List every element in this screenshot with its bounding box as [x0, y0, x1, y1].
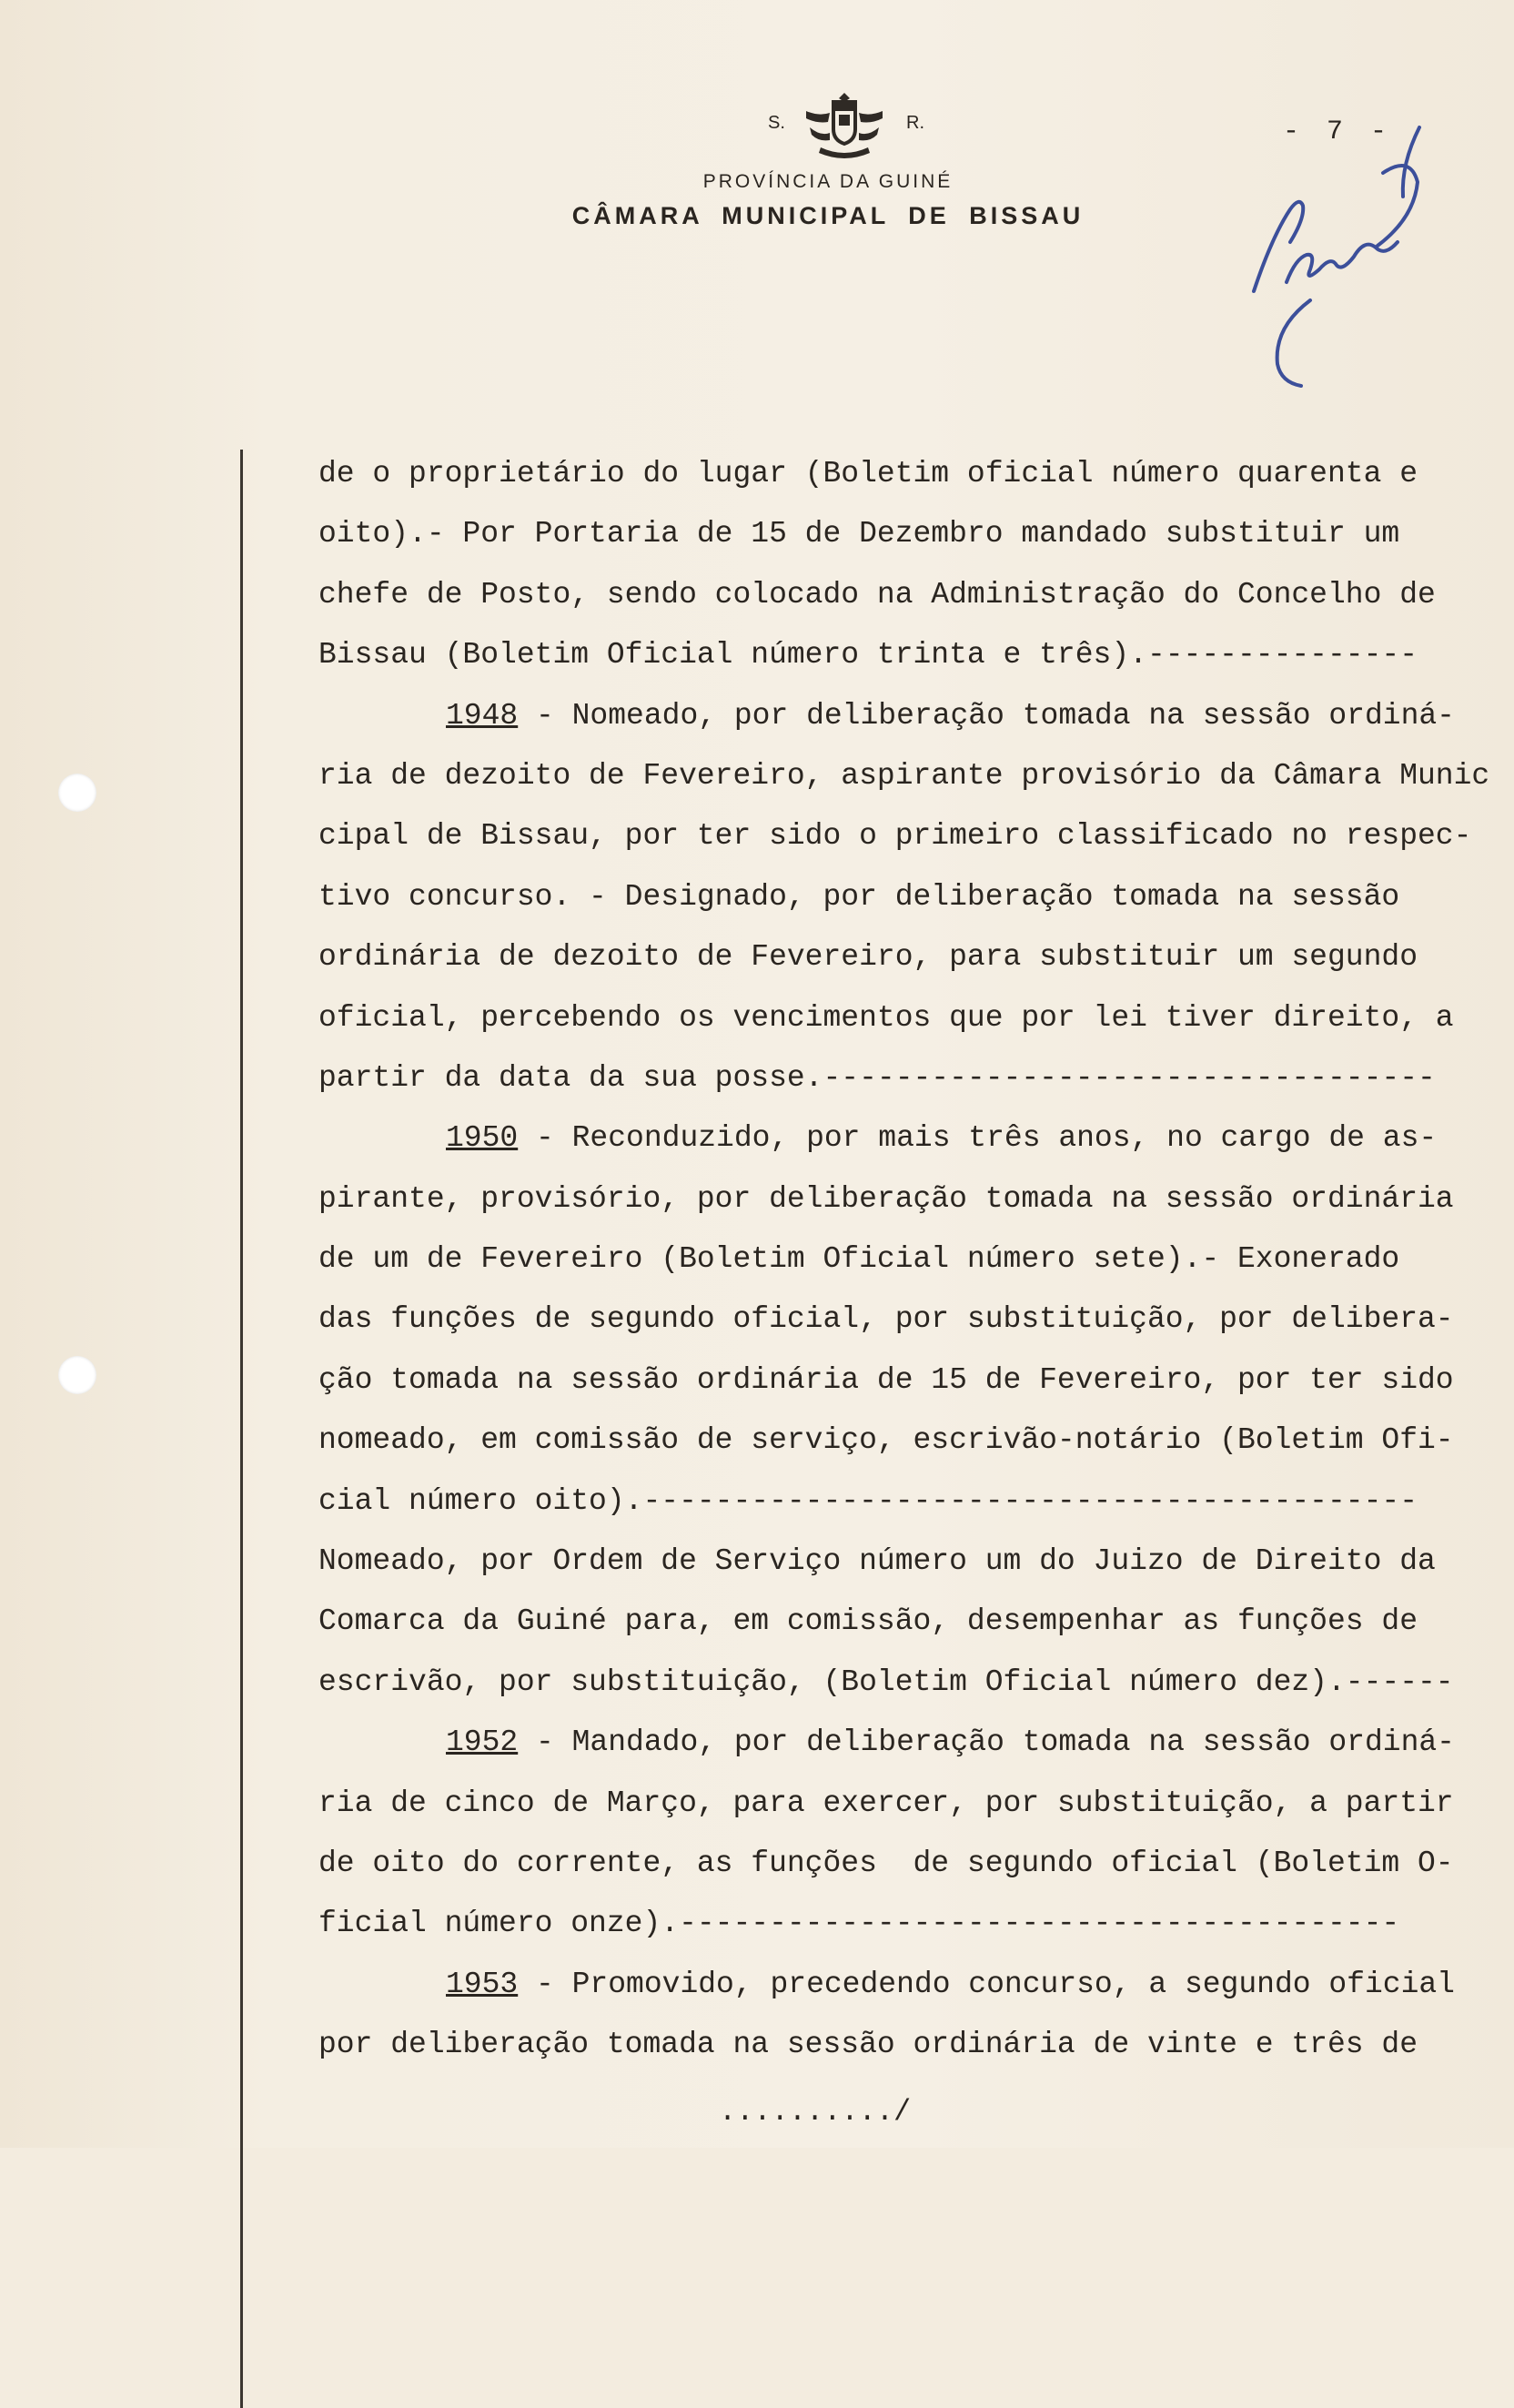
line-text: - Mandado, por deliberação tomada na sessão ordiná- [518, 1725, 1455, 1760]
line-text: Nomeado, por Ordem de Serviço número um do Juizo de Direito da [318, 1544, 1436, 1579]
text-line [318, 1774, 1501, 1834]
line-text: partir da data da sua posse.---------------------------------- [318, 1060, 1436, 1095]
line-text: - Promovido, precedendo concurso, a segundo oficial [518, 1967, 1455, 2001]
punch-hole-bottom [58, 1356, 96, 1394]
continuation-marker: ........../ [719, 2095, 912, 2129]
text-line [318, 565, 1501, 625]
text-line [318, 1955, 1501, 2015]
text-line [318, 1894, 1501, 1954]
text-line [318, 2015, 1501, 2075]
letterhead-right-letter: R. [906, 113, 924, 133]
line-text: das funções de segundo oficial, por substituição, por delibera- [318, 1302, 1454, 1337]
text-line [318, 1653, 1501, 1713]
line-text: de o proprietário do lugar (Boletim oficial número quarenta e [318, 457, 1418, 491]
text-line [318, 746, 1501, 806]
text-line [318, 1169, 1501, 1229]
line-text: Comarca da Guiné para, em comissão, desempenhar as funções de [318, 1604, 1418, 1639]
council-name: CÂMARA MUNICIPAL DE BISSAU [571, 202, 1085, 229]
text-line [318, 988, 1501, 1048]
line-text: ria de cinco de Março, para exercer, por substituição, a partir [318, 1786, 1454, 1820]
line-text: chefe de Posto, sendo colocado na Administração do Concelho de [318, 577, 1436, 612]
line-text: ficial número onze).---------------------------------------- [318, 1907, 1400, 1941]
line-text: cial número oito).------------------------------------------- [318, 1483, 1418, 1518]
line-text: oito).- Por Portaria de 15 de Dezembro mandado substituir um [318, 517, 1400, 551]
text-line [318, 867, 1501, 927]
text-line [318, 1290, 1501, 1350]
line-text: escrivão, por substituição, (Boletim Oficial número dez).------ [318, 1664, 1454, 1699]
body-text [318, 444, 1501, 2076]
line-text: de oito do corrente, as funções de segundo oficial (Boletim O- [318, 1846, 1454, 1880]
text-line [318, 1048, 1501, 1108]
letterhead-left-letter: S. [768, 113, 785, 133]
text-line [318, 1713, 1501, 1773]
line-text: pirante, provisório, por deliberação tomada na sessão ordinária [318, 1181, 1454, 1216]
year-heading: 1952 [446, 1725, 519, 1760]
text-line [318, 806, 1501, 866]
handwritten-signature [1247, 100, 1474, 391]
text-line [318, 1108, 1501, 1169]
line-text: ção tomada na sessão ordinária de 15 de Fevereiro, por ter sido [318, 1362, 1454, 1397]
line-text: tivo concurso. - Designado, por deliberação tomada na sessão [318, 879, 1400, 914]
text-line [318, 927, 1501, 987]
punch-hole-top [58, 774, 96, 812]
line-text: de um de Fevereiro (Boletim Oficial número sete).- Exonerado [318, 1242, 1400, 1277]
text-line [318, 1411, 1501, 1471]
text-line [318, 686, 1501, 746]
line-text: ria de dezoito de Fevereiro, aspirante provisório da Câmara Munic [318, 758, 1490, 793]
text-line [318, 1229, 1501, 1290]
coat-of-arms-icon [802, 87, 886, 164]
line-text: - Reconduzido, por mais três anos, no cargo de as- [518, 1121, 1438, 1156]
line-text: ordinária de dezoito de Fevereiro, para substituir um segundo [318, 940, 1418, 975]
line-text: cipal de Bissau, por ter sido o primeiro classificado no respec- [318, 819, 1472, 854]
line-text: oficial, percebendo os vencimentos que por lei tiver direito, a [318, 1000, 1454, 1035]
year-heading: 1953 [446, 1967, 519, 2001]
year-heading: 1948 [446, 698, 519, 733]
province-name: PROVÍNCIA DA GUINÉ [702, 171, 954, 192]
text-line [318, 1834, 1501, 1894]
text-line [318, 1351, 1501, 1411]
margin-rule [240, 450, 243, 2408]
page-number: - 7 - [1283, 116, 1393, 147]
text-line [318, 504, 1501, 564]
text-line [318, 1532, 1501, 1592]
line-text: nomeado, em comissão de serviço, escrivão-notário (Boletim Ofi- [318, 1423, 1454, 1458]
year-heading: 1950 [446, 1121, 519, 1156]
line-text: por deliberação tomada na sessão ordinária de vinte e três de [318, 2028, 1418, 2062]
text-line [318, 1592, 1501, 1652]
line-text: - Nomeado, por deliberação tomada na sessão ordiná- [518, 698, 1455, 733]
text-line [318, 1472, 1501, 1532]
letterhead [510, 87, 1146, 230]
line-text: Bissau (Boletim Oficial número trinta e três).--------------- [318, 638, 1418, 673]
text-line [318, 444, 1501, 504]
text-line [318, 625, 1501, 685]
